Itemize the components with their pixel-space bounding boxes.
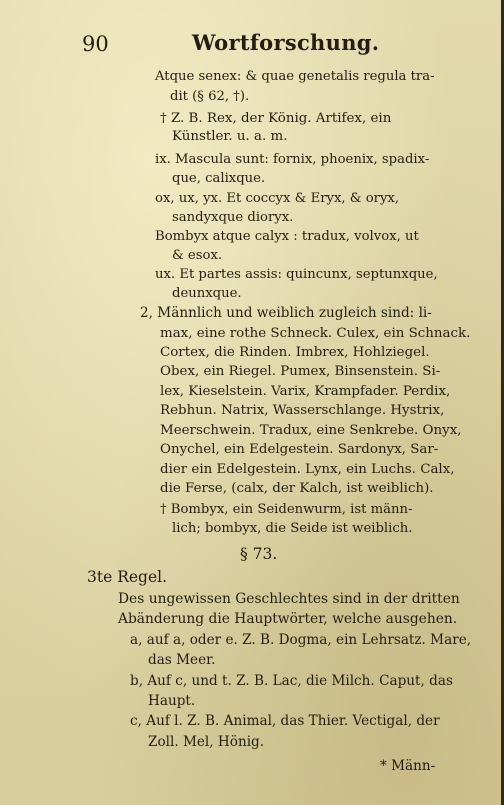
text-line: Cortex, die Rinden. Imbrex, Hohlziegel.: [160, 345, 430, 360]
text-line: max, eine rothe Schneck. Culex, ein Schnack.: [160, 326, 471, 341]
text-line: 3te Regel.: [87, 568, 168, 586]
text-line: ux. Et partes assis: quincunx, septunxque,: [155, 267, 438, 282]
text-line: lex, Kieselstein. Varix, Krampfader. Perdix,: [160, 384, 451, 399]
page-number: 90: [82, 32, 109, 56]
text-line: Atque senex: & quae genetalis regula tra-: [155, 69, 435, 84]
text-line: Zoll. Mel, Hönig.: [148, 734, 265, 750]
text-line: Onychel, ein Edelgestein. Sardonyx, Sar-: [160, 442, 439, 457]
text-line: Haupt.: [148, 693, 196, 709]
text-line: Des ungewissen Geschlechtes sind in der dritten: [118, 591, 460, 607]
text-line: * Männ-: [380, 758, 436, 774]
text-line: ox, ux, yx. Et coccyx & Eryx, & oryx,: [155, 191, 400, 206]
running-head: Wortforschung.: [192, 30, 380, 55]
text-line: Künstler. u. a. m.: [172, 129, 288, 144]
text-line: Bombyx atque calyx : tradux, volvox, ut: [155, 229, 419, 244]
text-line: deunxque.: [172, 286, 242, 301]
text-line: † Bombyx, ein Seidenwurm, ist männ-: [160, 502, 413, 517]
text-line: ix. Mascula sunt: fornix, phoenix, spadix-: [155, 152, 430, 167]
text-line: lich; bombyx, die Seide ist weiblich.: [172, 521, 413, 536]
text-line: die Ferse, (calx, der Kalch, ist weiblich).: [160, 481, 434, 496]
text-line: dier ein Edelgestein. Lynx, ein Luchs. Calx,: [160, 462, 455, 477]
text-line: a, auf a, oder e. Z. B. Dogma, ein Lehrsatz. Mare,: [130, 632, 472, 648]
text-line: Abänderung die Hauptwörter, welche ausgehen.: [118, 611, 458, 627]
text-line: b, Auf c, und t. Z. B. Lac, die Milch. Caput, das: [130, 673, 453, 689]
text-line: & esox.: [172, 248, 223, 263]
text-line: que, calixque.: [172, 171, 266, 186]
text-line: Obex, ein Riegel. Pumex, Binsenstein. Si-: [160, 364, 441, 379]
text-line: sandyxque dioryx.: [172, 210, 294, 225]
text-line: c, Auf l. Z. B. Animal, das Thier. Vectigal, der: [130, 713, 440, 729]
text-line: Meerschwein. Tradux, eine Senkrebe. Onyx,: [160, 423, 462, 438]
text-line: das Meer.: [148, 652, 216, 668]
text-line: dit (§ 62, †).: [170, 89, 250, 104]
text-line: § 73.: [240, 545, 278, 563]
text-line: † Z. B. Rex, der König. Artifex, ein: [160, 111, 392, 126]
text-line: 2, Männlich und weiblich zugleich sind: li-: [140, 305, 432, 321]
text-line: Rebhun. Natrix, Wasserschlange. Hystrix,: [160, 403, 445, 418]
